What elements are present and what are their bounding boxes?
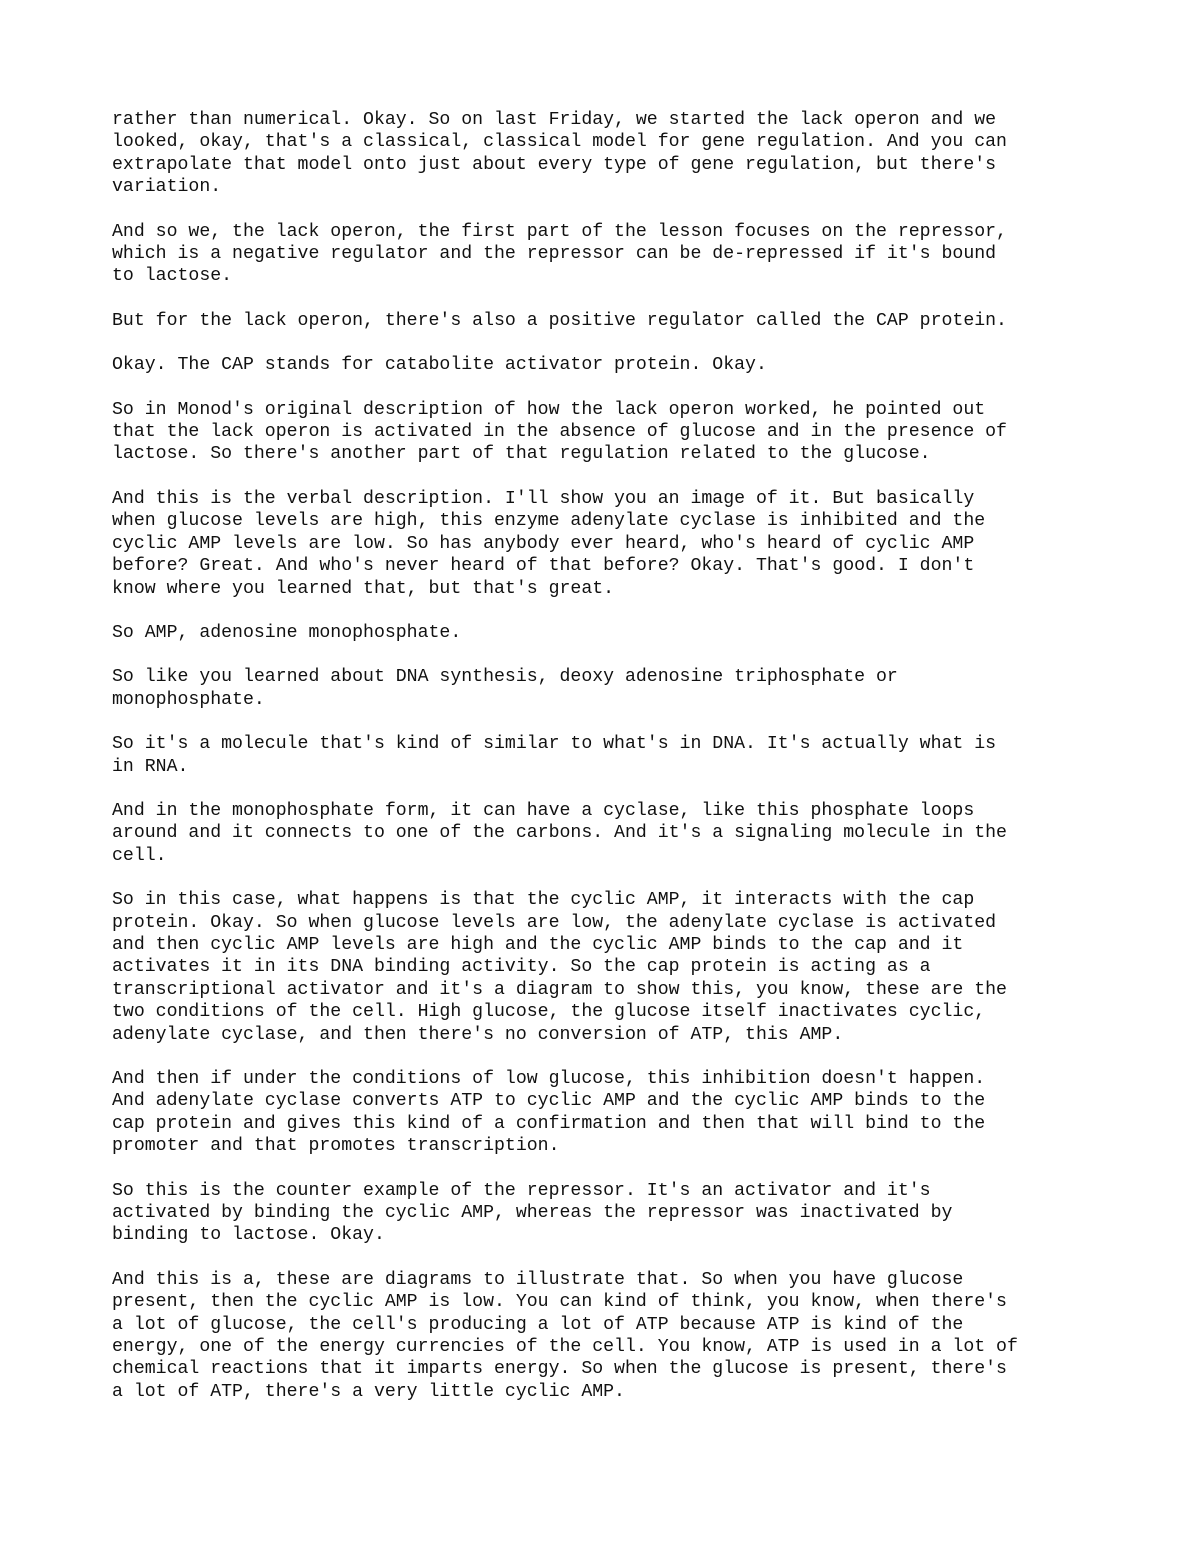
paragraph-9: So it's a molecule that's kind of similar to what's in DNA. It's actually what is in RNA. (112, 734, 997, 777)
paragraph-13: So this is the counter example of the repressor. It's an activator and it's activated by binding the cyclic AMP, whereas the repressor was inactivated by binding to lactose. Okay. (112, 1180, 953, 1246)
paragraph-8: So like you learned about DNA synthesis, deoxy adenosine triphosphate or monophosphate. (112, 667, 898, 710)
paragraph-6: And this is the verbal description. I'll show you an image of it. But basically when glucose levels are high, this enzyme adenylate cyclase is inhibited and the cyclic AMP levels are low. So has anybody ever heard, who's heard of cyclic AMP before? Great. And who's never heard of that before? Okay. That's good. I don't know where you learned that, but that's great. (112, 488, 986, 599)
paragraph-4: Okay. The CAP stands for catabolite activator protein. Okay. (112, 355, 767, 376)
paragraph-2: And so we, the lack operon, the first part of the lesson focuses on the repressor, which is a negative regulator and the repressor can be de-repressed if it's bound to lactose. (112, 221, 1007, 287)
paragraph-3: But for the lack operon, there's also a positive regulator called the CAP protein. (112, 310, 1007, 331)
paragraph-10: And in the monophosphate form, it can have a cyclase, like this phosphate loops around and it connects to one of the carbons. And it's a signaling molecule in the cell. (112, 800, 1007, 866)
paragraph-11: So in this case, what happens is that the cyclic AMP, it interacts with the cap protein. Okay. So when glucose levels are low, the adenylate cyclase is activated and then cyclic AMP levels are high and the cyclic AMP binds to the cap and it activates it in its DNA binding activity. So the cap protein is acting as a transcriptional activator and it's a diagram to show this, you know, these are the two conditions of the cell. High glucose, the glucose itself inactivates cyclic, adenylate cyclase, and then there's no conversion of ATP, this AMP. (112, 890, 1007, 1045)
paragraph-1: rather than numerical. Okay. So on last Friday, we started the lack operon and we looked, okay, that's a classical, classical model for gene regulation. And you can extrapolate that model onto just about every type of gene regulation, but there's variation. (112, 110, 1007, 198)
document-page (112, 109, 1112, 1403)
paragraph-12: And then if under the conditions of low glucose, this inhibition doesn't happen. And adenylate cyclase converts ATP to cyclic AMP and the cyclic AMP binds to the cap protein and gives this kind of a confirmation and then that will bind to the promoter and that promotes transcription. (112, 1069, 986, 1157)
paragraph-7: So AMP, adenosine monophosphate. (112, 622, 462, 643)
paragraph-14: And this is a, these are diagrams to illustrate that. So when you have glucose present, then the cyclic AMP is low. You can kind of think, you know, when there's a lot of glucose, the cell's producing a lot of ATP because ATP is kind of the energy, one of the energy currencies of the cell. You know, ATP is used in a lot of chemical reactions that it imparts energy. So when the glucose is present, there's a lot of ATP, there's a very little cyclic AMP. (112, 1269, 1018, 1402)
paragraph-5: So in Monod's original description of how the lack operon worked, he pointed out that the lack operon is activated in the absence of glucose and in the presence of lactose. So there's another part of that regulation related to the glucose. (112, 399, 1007, 465)
